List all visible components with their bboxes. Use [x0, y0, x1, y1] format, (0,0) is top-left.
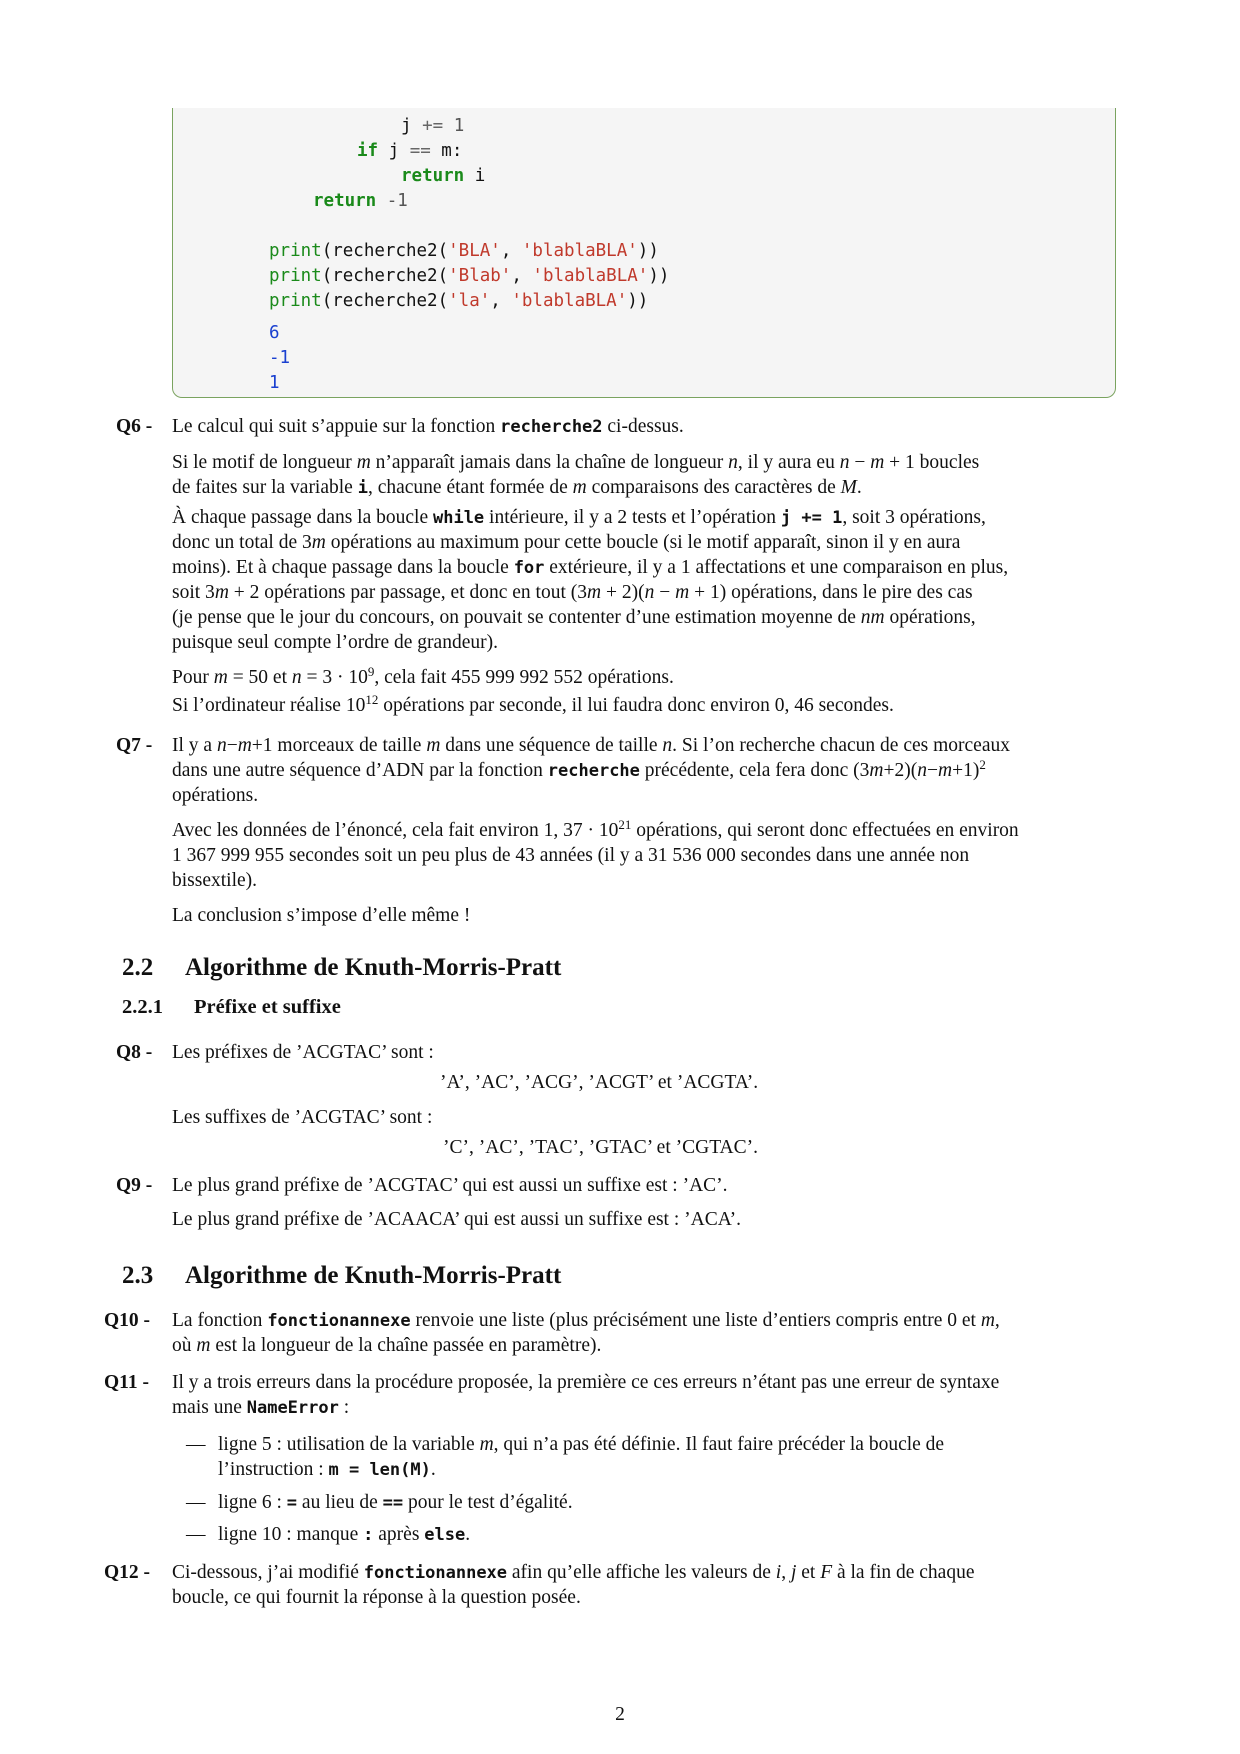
- code-listing: [172, 108, 1116, 398]
- q12-line1: Ci-dessous, j’ai modifié fonctionannexe afin qu’elle affiche les valeurs de i, j et F à la fin de chaque: [172, 1562, 975, 1583]
- q7-p2-line1: Avec les données de l’énoncé, cela fait environ 1, $37 \cdot 10^{21}$ opérations, qui seront donc effectuées en environ: [172, 817, 1019, 841]
- q10-line1: La fonction fonctionannexe renvoie une liste (plus précisément une liste d’entiers compris entre 0 et m,: [172, 1310, 1000, 1331]
- q9-line2: Le plus grand préfixe de ’ACAACA’ qui est aussi un suffixe est : ’ACA’.: [172, 1209, 742, 1230]
- q9-line1: Le plus grand préfixe de ’ACGTAC’ qui est aussi un suffixe est : ’AC’.: [172, 1175, 728, 1196]
- subsection-2-2-1-title: Préfixe et suffixe: [194, 996, 341, 1018]
- q10-line2: où m est la longueur de la chaîne passée en paramètre).: [172, 1335, 602, 1356]
- q11-bullet2: ligne 6 : = au lieu de == pour le test d’égalité.: [218, 1492, 573, 1513]
- q8-prefixes-intro: Les préfixes de ’ACGTAC’ sont :: [172, 1042, 434, 1063]
- q6-label: Q6 -: [116, 416, 153, 437]
- section-2-2-title: Algorithme de Knuth-Morris-Pratt: [185, 954, 562, 981]
- q7-line1: Il y a n−m+1 morceaux de taille m dans une séquence de taille n. Si l’on recherche chacun de ces morceaux: [172, 735, 1010, 756]
- q9-label: Q9 -: [116, 1175, 153, 1196]
- q6-p2-line1: Si le motif de longueur m n’apparaît jamais dans la chaîne de longueur n, il y aura eu n − m + 1 boucles: [172, 452, 980, 473]
- page-number: 2: [615, 1704, 625, 1725]
- code-line: print(recherche2('Blab', 'blablaBLA')): [269, 266, 670, 286]
- q11-bullet3: ligne 10 : manque : après else.: [218, 1524, 471, 1545]
- bullet-dash: —: [186, 1434, 206, 1455]
- q12-line2: boucle, ce qui fournit la réponse à la question posée.: [172, 1587, 581, 1608]
- code-line: print(recherche2('la', 'blablaBLA')): [269, 291, 649, 311]
- section-2-3-number: 2.3: [122, 1262, 154, 1289]
- q6-p4-line1: Pour m = 50 et $n = 3 \cdot 10^9$, cela fait 455 999 992 552 opérations.: [172, 664, 674, 688]
- q6-p2-line2: de faites sur la variable i, chacune étant formée de m comparaisons des caractères de M.: [172, 477, 862, 498]
- q6-p3-line3: moins). Et à chaque passage dans la boucle for extérieure, il y a 1 affectations et une comparaison en plus,: [172, 557, 1009, 578]
- q11-line2: mais une NameError :: [172, 1397, 350, 1418]
- code-line: j += 1: [401, 116, 465, 136]
- code-line: return i: [401, 166, 486, 186]
- q6-p3-line4: soit 3m + 2 opérations par passage, et donc en tout (3m + 2)(n − m + 1) opérations, dans le pire des cas: [172, 582, 973, 603]
- section-2-3-title: Algorithme de Knuth-Morris-Pratt: [185, 1262, 562, 1289]
- subsection-2-2-1-number: 2.2.1: [122, 996, 163, 1018]
- q12-label: Q12 -: [104, 1562, 151, 1583]
- code-output-line: 6: [269, 323, 280, 343]
- q11-line1: Il y a trois erreurs dans la procédure proposée, la première ce ces erreurs n’étant pas une erreur de syntaxe: [172, 1372, 1000, 1393]
- q6-p3-line5: (je pense que le jour du concours, on pouvait se contenter d’une estimation moyenne de nm opérations,: [172, 607, 976, 628]
- q6-p3-line6: puisque seul compte l’ordre de grandeur).: [172, 632, 498, 653]
- code-output-line: -1: [269, 348, 291, 368]
- q11-bullet1-line1: ligne 5 : utilisation de la variable m, qui n’a pas été définie. Il faut faire précéder la boucle de: [218, 1434, 945, 1455]
- q11-label: Q11 -: [104, 1372, 149, 1393]
- section-2-2-number: 2.2: [122, 954, 154, 981]
- q6-p3-line2: donc un total de 3m opérations au maximum pour cette boucle (si le motif apparaît, sinon il y en aura: [172, 532, 961, 553]
- q6-p3-line1: À chaque passage dans la boucle while intérieure, il y a 2 tests et l’opération j += 1, soit 3 opérations,: [172, 507, 986, 528]
- q7-line3: opérations.: [172, 785, 259, 806]
- q7-p2-line3: bissextile).: [172, 870, 258, 891]
- q8-suffixes-intro: Les suffixes de ’ACGTAC’ sont :: [172, 1107, 433, 1128]
- q11-bullet1-line2: l’instruction : m = len(M).: [218, 1459, 436, 1480]
- q7-p3: La conclusion s’impose d’elle même !: [172, 905, 471, 926]
- q7-line2: dans une autre séquence d’ADN par la fonction recherche précédente, cela fera donc $(3m+2)(n-m+1)^2$: [172, 757, 986, 781]
- q8-suffixes-list: ’C’, ’AC’, ’TAC’, ’GTAC’ et ’CGTAC’.: [443, 1137, 759, 1158]
- q6-p4-line2: Si l’ordinateur réalise $10^{12}$ opérations par seconde, il lui faudra donc environ 0, 46 secondes.: [172, 692, 894, 716]
- q8-prefixes-list: ’A’, ’AC’, ’ACG’, ’ACGT’ et ’ACGTA’.: [440, 1072, 759, 1093]
- code-line: if j == m:: [357, 141, 463, 161]
- q7-p2-line2: 1 367 999 955 secondes soit un peu plus de 43 années (il y a 31 536 000 secondes dans une année non: [172, 845, 970, 866]
- bullet-dash: —: [186, 1524, 206, 1545]
- bullet-dash: —: [186, 1492, 206, 1513]
- q7-label: Q7 -: [116, 735, 153, 756]
- q8-label: Q8 -: [116, 1042, 153, 1063]
- q6-intro: Le calcul qui suit s’appuie sur la fonction recherche2 ci-dessus.: [172, 416, 684, 437]
- q10-label: Q10 -: [104, 1310, 151, 1331]
- code-line: print(recherche2('BLA', 'blablaBLA')): [269, 241, 659, 261]
- code-output-line: 1: [269, 373, 280, 393]
- code-line: return -1: [313, 191, 408, 211]
